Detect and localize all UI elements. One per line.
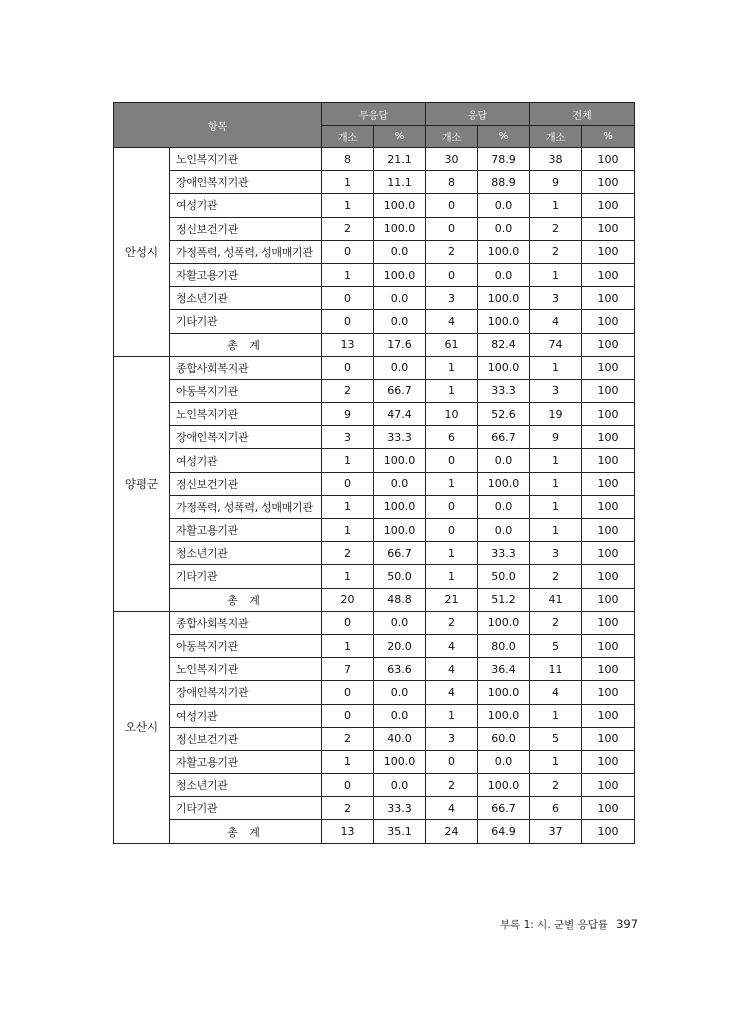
percent-cell: 100.0 <box>374 750 426 773</box>
percent-cell: 100 <box>582 750 635 773</box>
count-cell: 6 <box>530 797 582 820</box>
item-name-cell: 가정폭력, 성폭력, 성매매기관 <box>170 495 322 518</box>
table-row <box>114 658 635 681</box>
percent-cell: 11.1 <box>374 171 426 194</box>
count-cell: 1 <box>530 472 582 495</box>
percent-cell: 0.0 <box>478 750 530 773</box>
count-cell: 10 <box>426 403 478 426</box>
percent-cell: 100.0 <box>478 774 530 797</box>
percent-cell: 100.0 <box>374 519 426 542</box>
count-cell: 19 <box>530 403 582 426</box>
percent-cell: 0.0 <box>478 263 530 286</box>
count-cell: 8 <box>426 171 478 194</box>
item-name-cell: 여성기관 <box>170 449 322 472</box>
percent-cell: 0.0 <box>374 704 426 727</box>
page-number: 397 <box>616 917 639 931</box>
item-name-cell: 노인복지기관 <box>170 658 322 681</box>
item-name-cell: 아동복지기관 <box>170 379 322 402</box>
item-name-cell: 청소년기관 <box>170 287 322 310</box>
percent-cell: 100 <box>582 194 635 217</box>
percent-cell: 52.6 <box>478 403 530 426</box>
count-cell: 1 <box>530 519 582 542</box>
table-total-row <box>114 820 635 843</box>
item-name-cell: 장애인복지기관 <box>170 426 322 449</box>
count-cell: 1 <box>530 449 582 472</box>
percent-cell: 100 <box>582 171 635 194</box>
count-cell: 1 <box>530 356 582 379</box>
count-cell: 2 <box>322 379 374 402</box>
percent-cell: 100.0 <box>374 217 426 240</box>
count-cell: 2 <box>322 797 374 820</box>
percent-cell: 100 <box>582 611 635 634</box>
percent-cell: 100 <box>582 379 635 402</box>
table-row <box>114 704 635 727</box>
percent-cell: 100 <box>582 449 635 472</box>
percent-cell: 100 <box>582 333 635 356</box>
count-cell: 4 <box>426 681 478 704</box>
count-cell: 8 <box>322 148 374 171</box>
count-cell: 2 <box>322 727 374 750</box>
percent-cell: 100.0 <box>374 194 426 217</box>
count-cell: 0 <box>322 287 374 310</box>
count-cell: 5 <box>530 727 582 750</box>
header-group-no-response: 무응답 <box>322 103 426 126</box>
count-cell: 3 <box>530 542 582 565</box>
page-footer <box>500 917 638 932</box>
count-cell: 11 <box>530 658 582 681</box>
table-row <box>114 495 635 518</box>
count-cell: 41 <box>530 588 582 611</box>
table-row <box>114 148 635 171</box>
count-cell: 1 <box>426 472 478 495</box>
percent-cell: 0.0 <box>478 519 530 542</box>
footer-title: 부록 1: 시. 군별 응답률 <box>500 919 609 931</box>
percent-cell: 40.0 <box>374 727 426 750</box>
percent-cell: 63.6 <box>374 658 426 681</box>
percent-cell: 0.0 <box>374 240 426 263</box>
percent-cell: 100 <box>582 263 635 286</box>
percent-cell: 100 <box>582 658 635 681</box>
count-cell: 0 <box>322 611 374 634</box>
percent-cell: 100 <box>582 681 635 704</box>
item-name-cell: 정신보건기관 <box>170 727 322 750</box>
count-cell: 61 <box>426 333 478 356</box>
percent-cell: 82.4 <box>478 333 530 356</box>
count-cell: 1 <box>426 542 478 565</box>
count-cell: 9 <box>322 403 374 426</box>
percent-cell: 66.7 <box>374 542 426 565</box>
percent-cell: 100 <box>582 403 635 426</box>
count-cell: 37 <box>530 820 582 843</box>
percent-cell: 100 <box>582 310 635 333</box>
percent-cell: 48.8 <box>374 588 426 611</box>
percent-cell: 0.0 <box>374 310 426 333</box>
table-row <box>114 287 635 310</box>
count-cell: 0 <box>426 217 478 240</box>
count-cell: 21 <box>426 588 478 611</box>
count-cell: 1 <box>426 356 478 379</box>
percent-cell: 100.0 <box>478 287 530 310</box>
percent-cell: 100 <box>582 148 635 171</box>
percent-cell: 100 <box>582 727 635 750</box>
percent-cell: 21.1 <box>374 148 426 171</box>
percent-cell: 100.0 <box>478 356 530 379</box>
percent-cell: 100.0 <box>478 611 530 634</box>
percent-cell: 50.0 <box>478 565 530 588</box>
count-cell: 0 <box>322 704 374 727</box>
count-cell: 4 <box>426 310 478 333</box>
data-table <box>113 102 635 844</box>
percent-cell: 100 <box>582 704 635 727</box>
percent-cell: 17.6 <box>374 333 426 356</box>
header-pct: % <box>374 126 426 148</box>
table-total-row <box>114 588 635 611</box>
table-row <box>114 472 635 495</box>
percent-cell: 100 <box>582 495 635 518</box>
region-cell: 안성시 <box>114 148 170 357</box>
item-name-cell: 자활고용기관 <box>170 750 322 773</box>
count-cell: 1 <box>322 194 374 217</box>
count-cell: 0 <box>426 495 478 518</box>
count-cell: 1 <box>322 171 374 194</box>
percent-cell: 100.0 <box>478 472 530 495</box>
percent-cell: 100 <box>582 542 635 565</box>
count-cell: 0 <box>322 310 374 333</box>
percent-cell: 35.1 <box>374 820 426 843</box>
percent-cell: 100.0 <box>478 310 530 333</box>
percent-cell: 0.0 <box>374 611 426 634</box>
count-cell: 6 <box>426 426 478 449</box>
table-row <box>114 449 635 472</box>
percent-cell: 33.3 <box>478 379 530 402</box>
percent-cell: 100 <box>582 240 635 263</box>
percent-cell: 64.9 <box>478 820 530 843</box>
table-row <box>114 426 635 449</box>
percent-cell: 20.0 <box>374 634 426 657</box>
count-cell: 1 <box>322 519 374 542</box>
count-cell: 4 <box>426 658 478 681</box>
header-item: 항목 <box>114 103 322 148</box>
percent-cell: 0.0 <box>374 774 426 797</box>
item-name-cell: 종합사회복지관 <box>170 356 322 379</box>
table-row <box>114 727 635 750</box>
count-cell: 9 <box>530 171 582 194</box>
count-cell: 4 <box>426 797 478 820</box>
percent-cell: 100 <box>582 588 635 611</box>
percent-cell: 100.0 <box>478 681 530 704</box>
count-cell: 2 <box>530 565 582 588</box>
item-name-cell: 기타기관 <box>170 797 322 820</box>
count-cell: 0 <box>426 194 478 217</box>
percent-cell: 50.0 <box>374 565 426 588</box>
count-cell: 1 <box>426 704 478 727</box>
count-cell: 3 <box>530 287 582 310</box>
table-row <box>114 565 635 588</box>
item-name-cell: 청소년기관 <box>170 542 322 565</box>
count-cell: 30 <box>426 148 478 171</box>
table-row <box>114 797 635 820</box>
header-pct: % <box>478 126 530 148</box>
count-cell: 4 <box>530 310 582 333</box>
count-cell: 2 <box>530 240 582 263</box>
header-count: 개소 <box>530 126 582 148</box>
count-cell: 24 <box>426 820 478 843</box>
count-cell: 1 <box>322 495 374 518</box>
percent-cell: 100 <box>582 774 635 797</box>
percent-cell: 0.0 <box>478 217 530 240</box>
percent-cell: 0.0 <box>374 287 426 310</box>
percent-cell: 0.0 <box>374 472 426 495</box>
item-name-cell: 정신보건기관 <box>170 472 322 495</box>
total-label-cell: 총 계 <box>170 333 322 356</box>
count-cell: 2 <box>322 542 374 565</box>
percent-cell: 100.0 <box>478 704 530 727</box>
count-cell: 3 <box>426 287 478 310</box>
percent-cell: 100 <box>582 426 635 449</box>
item-name-cell: 기타기관 <box>170 310 322 333</box>
table-row <box>114 263 635 286</box>
count-cell: 0 <box>322 774 374 797</box>
percent-cell: 0.0 <box>478 495 530 518</box>
percent-cell: 0.0 <box>478 449 530 472</box>
percent-cell: 47.4 <box>374 403 426 426</box>
percent-cell: 0.0 <box>374 681 426 704</box>
total-label-cell: 총 계 <box>170 820 322 843</box>
count-cell: 3 <box>530 379 582 402</box>
table-row <box>114 611 635 634</box>
table-row <box>114 217 635 240</box>
count-cell: 0 <box>322 472 374 495</box>
count-cell: 1 <box>426 565 478 588</box>
count-cell: 0 <box>426 750 478 773</box>
count-cell: 2 <box>530 774 582 797</box>
count-cell: 2 <box>426 774 478 797</box>
table-row <box>114 403 635 426</box>
count-cell: 0 <box>426 519 478 542</box>
count-cell: 1 <box>322 263 374 286</box>
count-cell: 1 <box>530 263 582 286</box>
count-cell: 0 <box>322 240 374 263</box>
percent-cell: 80.0 <box>478 634 530 657</box>
count-cell: 2 <box>530 611 582 634</box>
table-row <box>114 171 635 194</box>
item-name-cell: 노인복지기관 <box>170 403 322 426</box>
percent-cell: 100 <box>582 287 635 310</box>
percent-cell: 100 <box>582 519 635 542</box>
count-cell: 4 <box>530 681 582 704</box>
header-group-total: 전체 <box>530 103 635 126</box>
percent-cell: 100.0 <box>374 263 426 286</box>
item-name-cell: 기타기관 <box>170 565 322 588</box>
count-cell: 0 <box>322 681 374 704</box>
percent-cell: 100 <box>582 797 635 820</box>
percent-cell: 100 <box>582 634 635 657</box>
item-name-cell: 종합사회복지관 <box>170 611 322 634</box>
count-cell: 5 <box>530 634 582 657</box>
item-name-cell: 노인복지기관 <box>170 148 322 171</box>
item-name-cell: 장애인복지기관 <box>170 681 322 704</box>
count-cell: 1 <box>322 449 374 472</box>
item-name-cell: 가정폭력, 성폭력, 성매매기관 <box>170 240 322 263</box>
table-row <box>114 310 635 333</box>
table-total-row <box>114 333 635 356</box>
percent-cell: 60.0 <box>478 727 530 750</box>
percent-cell: 100 <box>582 356 635 379</box>
item-name-cell: 자활고용기관 <box>170 519 322 542</box>
percent-cell: 33.3 <box>478 542 530 565</box>
count-cell: 2 <box>322 217 374 240</box>
header-pct: % <box>582 126 635 148</box>
count-cell: 13 <box>322 820 374 843</box>
percent-cell: 66.7 <box>374 379 426 402</box>
item-name-cell: 여성기관 <box>170 194 322 217</box>
count-cell: 9 <box>530 426 582 449</box>
item-name-cell: 아동복지기관 <box>170 634 322 657</box>
count-cell: 1 <box>530 704 582 727</box>
count-cell: 0 <box>426 263 478 286</box>
count-cell: 2 <box>426 611 478 634</box>
percent-cell: 100 <box>582 820 635 843</box>
table-row <box>114 681 635 704</box>
count-cell: 1 <box>322 565 374 588</box>
count-cell: 1 <box>322 634 374 657</box>
count-cell: 2 <box>426 240 478 263</box>
count-cell: 38 <box>530 148 582 171</box>
percent-cell: 88.9 <box>478 171 530 194</box>
total-label-cell: 총 계 <box>170 588 322 611</box>
percent-cell: 51.2 <box>478 588 530 611</box>
count-cell: 3 <box>322 426 374 449</box>
percent-cell: 36.4 <box>478 658 530 681</box>
table-row <box>114 519 635 542</box>
header-count: 개소 <box>426 126 478 148</box>
header-group-response: 응답 <box>426 103 530 126</box>
percent-cell: 0.0 <box>374 356 426 379</box>
percent-cell: 33.3 <box>374 797 426 820</box>
table-row <box>114 750 635 773</box>
item-name-cell: 청소년기관 <box>170 774 322 797</box>
region-cell: 양평군 <box>114 356 170 611</box>
count-cell: 13 <box>322 333 374 356</box>
table-row <box>114 542 635 565</box>
count-cell: 1 <box>426 379 478 402</box>
item-name-cell: 자활고용기관 <box>170 263 322 286</box>
item-name-cell: 여성기관 <box>170 704 322 727</box>
table-body <box>114 148 635 844</box>
percent-cell: 78.9 <box>478 148 530 171</box>
table-row <box>114 240 635 263</box>
table-row <box>114 774 635 797</box>
count-cell: 1 <box>530 194 582 217</box>
item-name-cell: 장애인복지기관 <box>170 171 322 194</box>
percent-cell: 66.7 <box>478 797 530 820</box>
count-cell: 1 <box>322 750 374 773</box>
percent-cell: 100 <box>582 217 635 240</box>
count-cell: 0 <box>426 449 478 472</box>
count-cell: 74 <box>530 333 582 356</box>
count-cell: 1 <box>530 750 582 773</box>
table-header <box>114 103 635 148</box>
item-name-cell: 정신보건기관 <box>170 217 322 240</box>
count-cell: 2 <box>530 217 582 240</box>
percent-cell: 100.0 <box>374 495 426 518</box>
table-row <box>114 194 635 217</box>
count-cell: 0 <box>322 356 374 379</box>
table-row <box>114 634 635 657</box>
percent-cell: 0.0 <box>478 194 530 217</box>
percent-cell: 100.0 <box>478 240 530 263</box>
header-count: 개소 <box>322 126 374 148</box>
count-cell: 1 <box>530 495 582 518</box>
percent-cell: 33.3 <box>374 426 426 449</box>
count-cell: 4 <box>426 634 478 657</box>
count-cell: 3 <box>426 727 478 750</box>
count-cell: 20 <box>322 588 374 611</box>
percent-cell: 100 <box>582 472 635 495</box>
table-row <box>114 379 635 402</box>
percent-cell: 66.7 <box>478 426 530 449</box>
table-row <box>114 356 635 379</box>
region-cell: 오산시 <box>114 611 170 843</box>
count-cell: 7 <box>322 658 374 681</box>
percent-cell: 100 <box>582 565 635 588</box>
percent-cell: 100.0 <box>374 449 426 472</box>
